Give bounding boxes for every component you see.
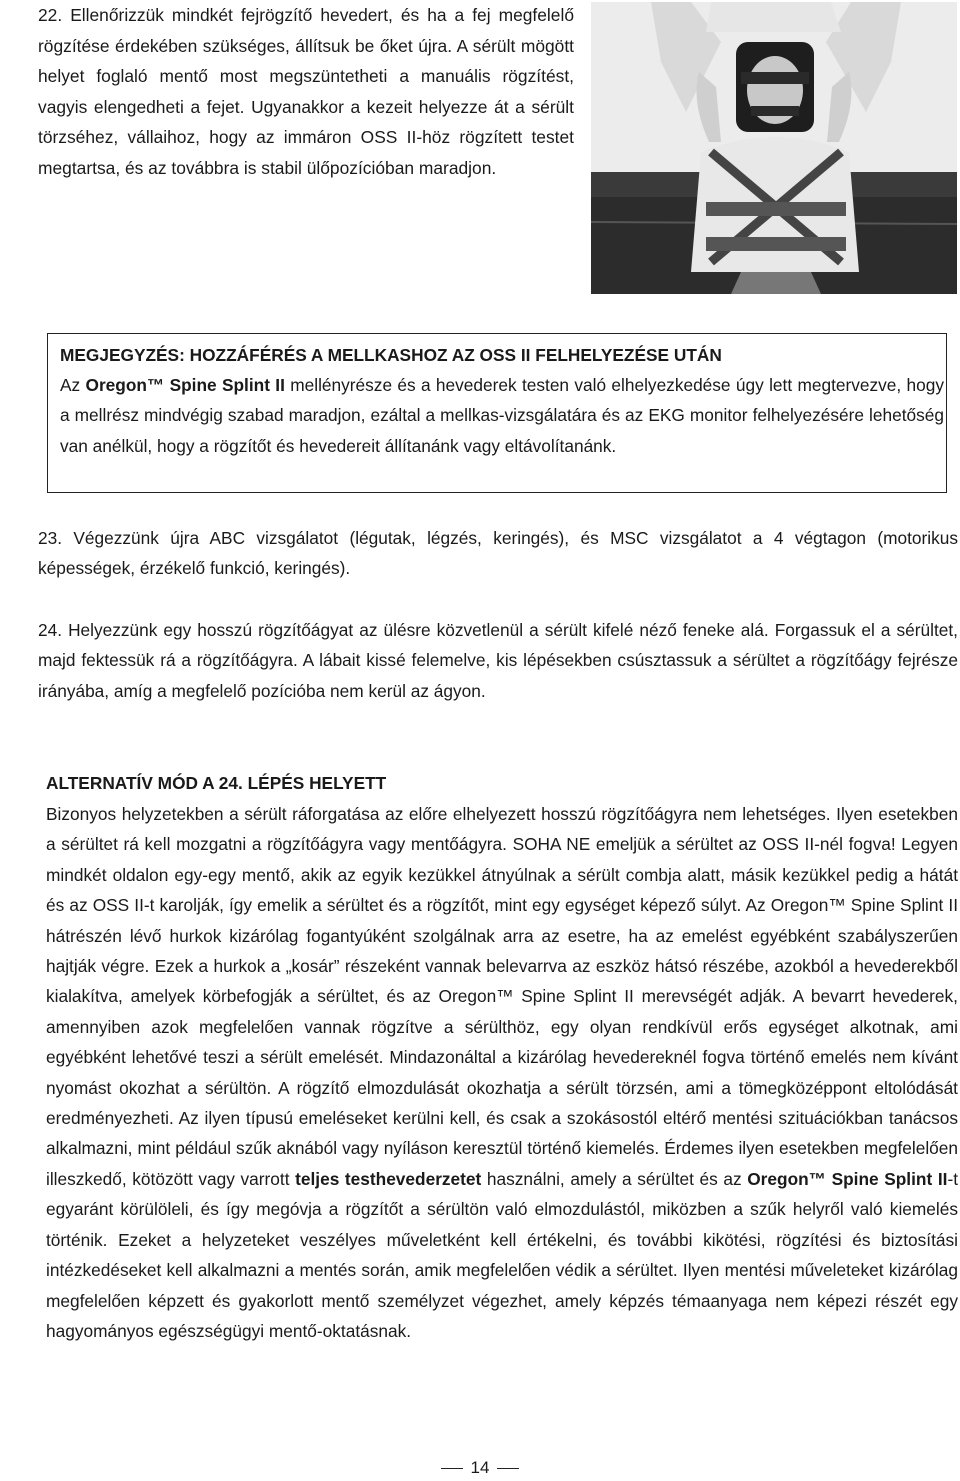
alternative-method-body (46, 799, 958, 1346)
alt-text-3: -t egyaránt körülöleli, és így megóvja a rögzítőt a sérültön való elmozdulástól, miközben a szűk helyről való kiemelés történik. Ezeket a helyzeteket veszélyes műveletként kell értékelni, és további kikötési, rögzítési és biztosítási intézkedéseket kell alkalmazni a mentés során, amik megfelelően védik a sérültet. Ilyen mentési műveleteket kizárólag megfelelően képzett és gyakorlott mentő személyzet végezhet, amely képzés témaanyaga nem képezi részét egy hagyományos egészségügyi mentő-oktatásnak. (46, 1168, 958, 1341)
step-23-paragraph (38, 523, 958, 584)
photo-seated-patient-with-head-immobilizer (591, 2, 957, 294)
page-number: 14 (470, 1458, 490, 1477)
step-22-paragraph (38, 0, 574, 184)
alt-bold-harness: teljes testhevederzetet (295, 1168, 482, 1189)
note-brand: Oregon™ Spine Splint II (85, 375, 285, 395)
step-number: 22. (38, 5, 63, 25)
alt-text-1: Bizonyos helyzetekben a sérült ráforgatása az előre elhelyezett hosszú rögzítőágyra nem lehetséges. Ilyen esetekben a sérültet rá kell mozgatni a rögzítőágyra vagy mentőágyra. SOHA NE emeljük a sérültet az OSS II-nél fogva! Legyen mindkét oldalon egy-egy mentő, akik az egyik kezükkel átnyúlnak a sérült combja alatt, másik kezükkel pedig a hátát és az OSS II-t karolják, így emelik a sérültet és a rögzítőt, mint egy egységet képező súlyt. Az Oregon™ Spine Splint II hátrészén lévő hurkok kizárólag fogantyúként szolgálnak arra az esetre, ha az emelést egyébként szabályszerűen hajtják végre. Ezek a hurkok a „kosár” részeként vannak belevarrva az eszköz hátsó részébe, azokból a hevederekből kialakítva, amelyek körbefogják a sérültet, és az Oregon™ Spine Splint II merevségét adják. A bevarrt hevederek, amennyiben azok megfelelően vannak rögzítve a sérülthöz, egy olyan rendkívül erős egységet alkotnak, ami egyébként lehetővé teszi a sérült emelését. Mindazonáltal a kizárólag hevedereknél fogva történő emelés nem kívánt nyomást okozhat a sérültön. A rögzítő elmozdulását okozhatja a sérült törzsén, ami a tömegközéppont eltolódását eredményezheti. Az ilyen típusú emeléseket kerülni kell, és csak a szokásostól eltérő mentési szituációkban tanácsos alkalmazni, mint például szűk aknából vagy nyíláson keresztül történő kiemelés. Érdemes ilyen esetekben megfelelően illeszkedő, kötözött vagy varrott (46, 804, 958, 1189)
alt-bold-brand: Oregon™ Spine Splint II (747, 1168, 948, 1189)
note-text-pre: Az (60, 375, 86, 395)
footer-dash-right (497, 1468, 519, 1469)
note-text-post: mellényrésze és a hevederek testen való elhelyezkedése úgy lett megtervezve, hogy a mellrész mindvégig szabad maradjon, ezáltal a mellkas-vizsgálatára és az EKG monitor felhelyezésére lehetőség van anélkül, hogy a rögzítőt és hevedereit állítanánk vagy eltávolítanánk. (60, 375, 945, 456)
note-title: MEGJEGYZÉS: HOZZÁFÉRÉS A MELLKASHOZ AZ OSS II FELHELYEZÉSE UTÁN (60, 345, 722, 365)
alternative-method-title: ALTERNATÍV MÓD A 24. LÉPÉS HELYETT (46, 773, 387, 793)
alt-text-2: használni, amely a sérültet és az (481, 1168, 748, 1189)
page-footer (0, 1455, 960, 1481)
step-number: 23. (38, 528, 63, 548)
step-text: Helyezzünk egy hosszú rögzítőágyat az ülésre közvetlenül a sérült kifelé néző feneke alá. Forgassuk el a sérültet, majd fektessük rá a rögzítőágyra. A lábait kissé felemelve, kis lépésekben csúsztassuk a sérültet a rögzítőágy fejrésze irányába, amíg a megfelelő pozícióba nem kerül az ágyon. (38, 620, 958, 701)
footer-dash-left (441, 1468, 463, 1469)
step-text: Ellenőrizzük mindkét fejrögzítő hevedert, és ha a fej megfelelő rögzítése érdekében szükséges, állítsuk be őket újra. A sérült mögött helyet foglaló mentő most megszüntetheti a manuális rögzítést, vagyis elengedheti a fejet. Ugyanakkor a kezeit helyezze át a sérült törzséhez, vállaihoz, hogy az immáron OSS II-höz rögzített testet megtartsa, és az továbbra is stabil ülőpozícióban maradjon. (38, 5, 574, 178)
step-number: 24. (38, 620, 63, 640)
note-body (60, 370, 944, 461)
step-text: Végezzünk újra ABC vizsgálatot (légutak, légzés, keringés), és MSC vizsgálatot a 4 végtagon (motorikus képességek, érzékelő funkció, keringés). (38, 528, 958, 579)
step-24-paragraph (38, 615, 958, 706)
